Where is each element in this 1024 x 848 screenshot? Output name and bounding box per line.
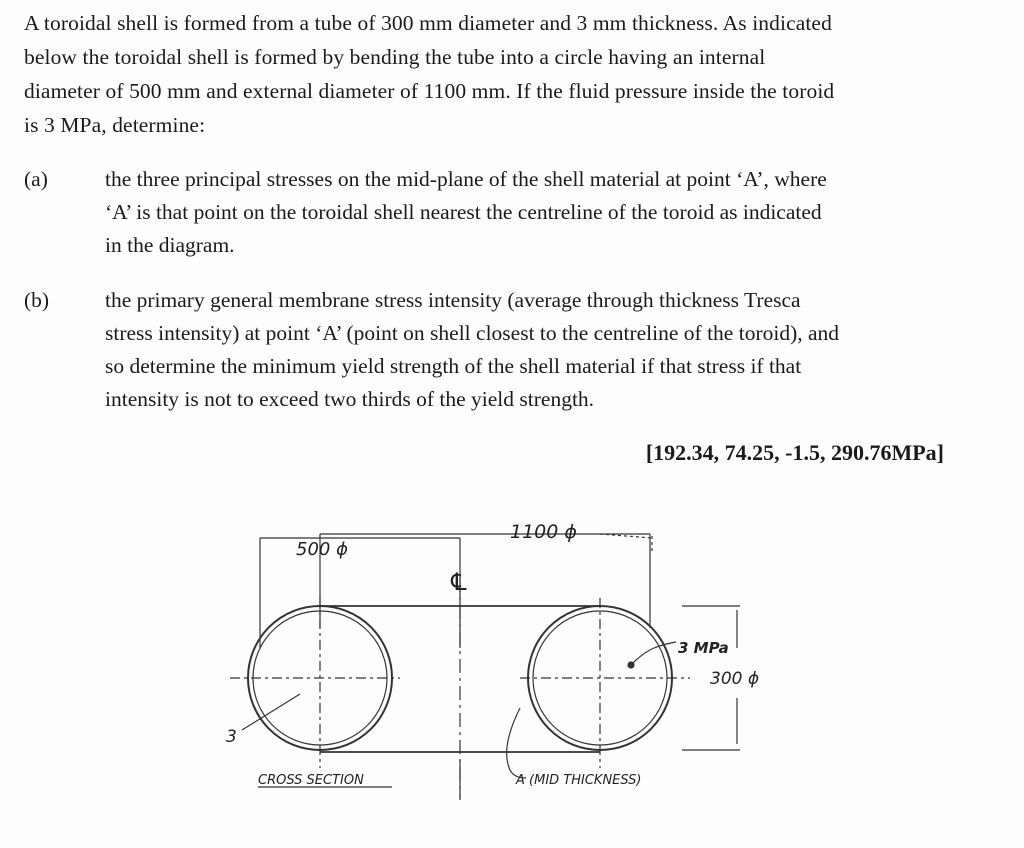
- label-cross-section: CROSS SECTION: [258, 773, 364, 788]
- intro-line: A toroidal shell is formed from a tube of 300 mm diameter and 3 mm thickness. As indicated: [24, 11, 832, 35]
- part-b-line: intensity is not to exceed two thirds of the yield strength.: [105, 387, 595, 411]
- point-a-leader: [507, 708, 526, 778]
- part-b-line: stress intensity) at point ‘A’ (point on shell closest to the centreline of the toroid), and: [105, 321, 840, 345]
- label-point-a: A (MID THICKNESS): [516, 773, 642, 788]
- part-a-line: in the diagram.: [105, 233, 235, 257]
- answer-text: [192.34, 74.25, -1.5, 290.76MPa]: [645, 440, 944, 465]
- toroid-diagram: [220, 508, 800, 808]
- label-thickness: 3: [226, 727, 237, 747]
- label-pressure: 3 MPa: [678, 639, 729, 657]
- pressure-dot: [628, 662, 634, 668]
- label-tube-dia: 300 ϕ: [710, 669, 760, 689]
- part-a-text: [105, 163, 985, 262]
- part-a-line: the three principal stresses on the mid-plane of the shell material at point ‘A’, where: [105, 167, 827, 191]
- part-b-line: the primary general membrane stress intensity (average through thickness Tresca: [105, 288, 801, 312]
- intro-line: below the toroidal shell is formed by bending the tube into a circle having an internal: [24, 45, 766, 69]
- intro-line: diameter of 500 mm and external diameter of 1100 mm. If the fluid pressure inside the toroid: [24, 79, 835, 103]
- label-inner-dia: 500 ϕ: [296, 539, 348, 560]
- part-a-line: ‘A’ is that point on the toroidal shell nearest the centreline of the toroid as indicated: [105, 200, 822, 224]
- label-centreline: ℄: [448, 568, 470, 596]
- intro-line: is 3 MPa, determine:: [24, 113, 206, 137]
- part-b-line: so determine the minimum yield strength of the shell material if that stress if that: [105, 354, 802, 378]
- label-outer-dia: 1100 ϕ: [510, 521, 577, 543]
- part-b-text: [105, 284, 985, 416]
- problem-intro: [24, 6, 984, 142]
- part-b-label: (b): [24, 288, 50, 312]
- part-a-label: (a): [24, 167, 48, 191]
